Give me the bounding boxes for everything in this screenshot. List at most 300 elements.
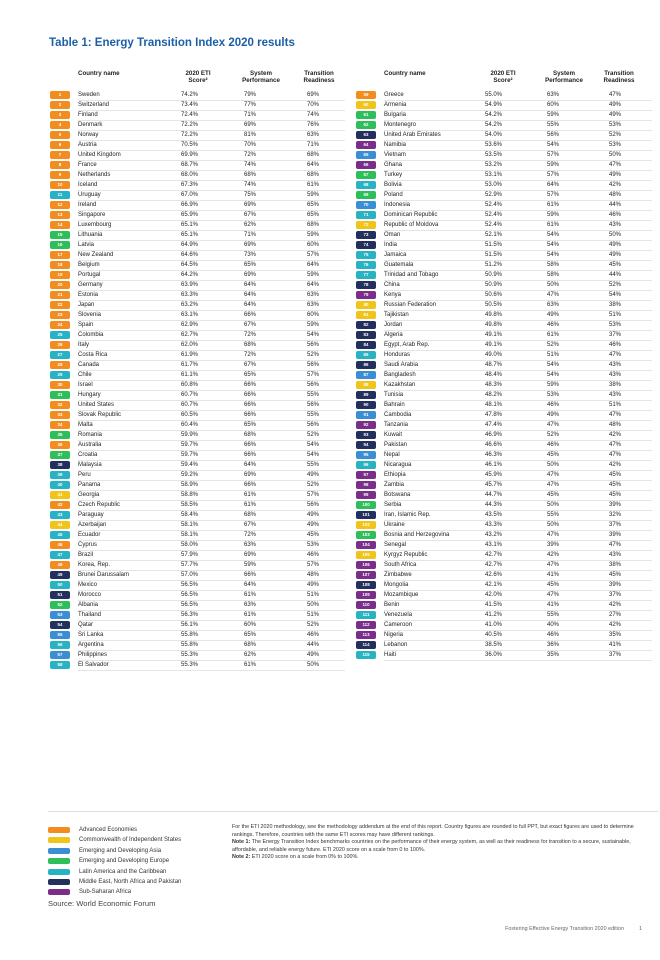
table-row — [50, 530, 345, 540]
country-name: Trinidad and Tobago — [384, 272, 439, 278]
rank-badge: 18 — [50, 261, 70, 269]
rank-badge: 61 — [356, 111, 376, 119]
rank-badge: 13 — [50, 211, 70, 219]
country-name: United States — [78, 402, 115, 408]
table-row — [50, 240, 345, 250]
rank-badge: 3 — [50, 111, 70, 119]
transition-readiness: 50% — [609, 152, 622, 158]
transition-readiness: 65% — [307, 202, 320, 208]
table-row — [356, 380, 652, 390]
rank-badge: 56 — [50, 641, 70, 649]
rank-badge: 96 — [356, 461, 376, 469]
table-row — [50, 410, 345, 420]
eti-score: 58.4% — [181, 512, 199, 518]
eti-score: 61.1% — [181, 372, 199, 378]
rank-badge: 36 — [50, 441, 70, 449]
rank-badge: 14 — [50, 221, 70, 229]
legend-label: Emerging and Developing Asia — [79, 847, 162, 854]
system-performance: 61% — [244, 662, 257, 668]
eti-score: 54.2% — [485, 112, 503, 118]
eti-score: 44.3% — [485, 502, 503, 508]
transition-readiness: 46% — [609, 212, 622, 218]
rank-badge: 48 — [50, 561, 70, 569]
eti-score: 58.1% — [181, 522, 199, 528]
country-name: Botswana — [384, 492, 411, 498]
system-performance: 62% — [244, 652, 257, 658]
system-performance: 57% — [547, 152, 560, 158]
country-name: Republic of Moldova — [384, 222, 439, 228]
transition-readiness: 43% — [609, 392, 622, 398]
rank-badge: 108 — [356, 581, 376, 589]
transition-readiness: 53% — [307, 542, 320, 548]
country-name: Kazakhstan — [384, 382, 416, 388]
note-2 — [232, 854, 652, 862]
table-row — [50, 300, 345, 310]
transition-readiness: 57% — [307, 492, 320, 498]
notes-intro: For the ETI 2020 methodology, see the methodology addendum at the end of this report. Country figures are rounded to full PPT, but exact figures are used to determine rankings. Therefore, countries with the same ETI scores may have different rankings. — [232, 824, 634, 838]
eti-score: 42.6% — [485, 572, 503, 578]
transition-readiness: 43% — [609, 222, 622, 228]
rank-badge: 25 — [50, 331, 70, 339]
eti-score: 61.7% — [181, 362, 199, 368]
country-name: Philippines — [78, 652, 108, 658]
system-performance: 52% — [547, 342, 560, 348]
country-name: Vietnam — [384, 152, 406, 158]
country-name: Ethiopia — [384, 472, 406, 478]
rank-badge: 105 — [356, 551, 376, 559]
transition-readiness: 51% — [609, 402, 622, 408]
eti-score: 55.8% — [181, 632, 199, 638]
country-name: Luxembourg — [78, 222, 112, 228]
table-row — [356, 550, 652, 560]
rank-badge: 55 — [50, 631, 70, 639]
eti-score: 41.0% — [485, 622, 503, 628]
table-row — [356, 170, 652, 180]
header-system-left: System Performance — [242, 70, 280, 84]
rank-badge: 102 — [356, 521, 376, 529]
table-row — [356, 270, 652, 280]
transition-readiness: 46% — [609, 342, 622, 348]
transition-readiness: 43% — [609, 552, 622, 558]
country-name: Kuwait — [384, 432, 403, 438]
system-performance: 53% — [547, 392, 560, 398]
eti-score: 43.2% — [485, 532, 503, 538]
system-performance: 55% — [547, 512, 560, 518]
table-row — [356, 370, 652, 380]
table-row — [356, 570, 652, 580]
transition-readiness: 45% — [609, 262, 622, 268]
system-performance: 54% — [547, 362, 560, 368]
transition-readiness: 47% — [609, 452, 622, 458]
note-1 — [232, 839, 652, 854]
eti-score: 48.4% — [485, 372, 503, 378]
table-row — [356, 410, 652, 420]
rank-badge: 78 — [356, 281, 376, 289]
transition-readiness: 50% — [609, 232, 622, 238]
transition-readiness: 52% — [307, 622, 320, 628]
country-name: Namibia — [384, 142, 407, 148]
rank-badge: 114 — [356, 641, 376, 649]
rank-badge: 70 — [356, 201, 376, 209]
system-performance: 49% — [547, 312, 560, 318]
table-row — [50, 400, 345, 410]
table-row — [50, 90, 345, 100]
system-performance: 54% — [547, 232, 560, 238]
system-performance: 72% — [244, 532, 257, 538]
eti-score: 49.1% — [485, 332, 503, 338]
table-row — [50, 380, 345, 390]
legend-swatch — [48, 858, 70, 864]
country-name: Iceland — [78, 182, 98, 188]
country-name: Zambia — [384, 482, 405, 488]
system-performance: 47% — [547, 482, 560, 488]
eti-score: 48.2% — [485, 392, 503, 398]
rank-badge: 76 — [356, 261, 376, 269]
table-row — [356, 600, 652, 610]
system-performance: 67% — [244, 322, 257, 328]
header-country-left: Country name — [78, 70, 120, 77]
transition-readiness: 52% — [307, 482, 320, 488]
country-name: Venezuela — [384, 612, 413, 618]
header-country-right: Country name — [384, 70, 426, 77]
system-performance: 65% — [244, 372, 257, 378]
transition-readiness: 56% — [307, 382, 320, 388]
eti-score: 48.1% — [485, 402, 503, 408]
country-name: Paraguay — [78, 512, 104, 518]
table-row — [356, 400, 652, 410]
table-row — [50, 540, 345, 550]
transition-readiness: 56% — [307, 422, 320, 428]
legend-label: Middle East, North Africa and Pakistan — [79, 879, 182, 885]
eti-score: 63.1% — [181, 312, 199, 318]
system-performance: 54% — [547, 142, 560, 148]
transition-readiness: 68% — [307, 172, 320, 178]
rank-badge: 73 — [356, 231, 376, 239]
transition-readiness: 43% — [609, 372, 622, 378]
table-row — [356, 320, 652, 330]
rank-badge: 89 — [356, 391, 376, 399]
system-performance: 66% — [244, 442, 257, 448]
rank-badge: 33 — [50, 411, 70, 419]
transition-readiness: 51% — [609, 312, 622, 318]
transition-readiness: 45% — [609, 572, 622, 578]
transition-readiness: 41% — [609, 642, 622, 648]
rank-badge: 80 — [356, 301, 376, 309]
system-performance: 66% — [244, 402, 257, 408]
transition-readiness: 63% — [307, 132, 320, 138]
rank-badge: 23 — [50, 311, 70, 319]
country-name: Bahrain — [384, 402, 405, 408]
system-performance: 59% — [547, 112, 560, 118]
transition-readiness: 64% — [307, 162, 320, 168]
system-performance: 64% — [244, 582, 257, 588]
system-performance: 61% — [244, 502, 257, 508]
system-performance: 59% — [547, 382, 560, 388]
eti-score: 42.0% — [485, 592, 503, 598]
rank-badge: 57 — [50, 651, 70, 659]
eti-score: 43.5% — [485, 512, 503, 518]
eti-score: 52.9% — [485, 192, 503, 198]
country-name: Switzerland — [78, 102, 110, 108]
system-performance: 69% — [244, 472, 257, 478]
rank-badge: 109 — [356, 591, 376, 599]
system-performance: 72% — [244, 152, 257, 158]
eti-score: 64.9% — [181, 242, 199, 248]
transition-readiness: 48% — [609, 192, 622, 198]
rank-badge: 68 — [356, 181, 376, 189]
rank-badge: 4 — [50, 121, 70, 129]
eti-score: 46.6% — [485, 442, 503, 448]
transition-readiness: 63% — [307, 292, 320, 298]
eti-score: 56.1% — [181, 622, 199, 628]
table-row — [356, 190, 652, 200]
system-performance: 63% — [547, 92, 560, 98]
eti-score: 50.9% — [485, 282, 503, 288]
table-row — [50, 170, 345, 180]
country-name: Denmark — [78, 122, 103, 128]
rank-badge: 113 — [356, 631, 376, 639]
eti-score: 72.2% — [181, 132, 199, 138]
system-performance: 61% — [547, 332, 560, 338]
country-name: Saudi Arabia — [384, 362, 419, 368]
country-name: Qatar — [78, 622, 94, 628]
rank-badge: 31 — [50, 391, 70, 399]
transition-readiness: 42% — [609, 182, 622, 188]
country-name: Cameroon — [384, 622, 413, 628]
rank-badge: 84 — [356, 341, 376, 349]
eti-score: 49.8% — [485, 322, 503, 328]
country-name: Austria — [78, 142, 97, 148]
table-row — [356, 90, 652, 100]
system-performance: 65% — [244, 262, 257, 268]
eti-score: 45.7% — [485, 482, 503, 488]
table-row — [50, 220, 345, 230]
rank-badge: 30 — [50, 381, 70, 389]
country-name: Georgia — [78, 492, 100, 498]
table-row — [356, 470, 652, 480]
eti-score: 59.7% — [181, 442, 199, 448]
table-row — [50, 570, 345, 580]
country-name: Oman — [384, 232, 401, 238]
rank-badge: 37 — [50, 451, 70, 459]
country-name: Czech Republic — [78, 502, 121, 508]
system-performance: 71% — [244, 232, 257, 238]
table-row — [50, 420, 345, 430]
system-performance: 73% — [244, 252, 257, 258]
eti-score: 60.4% — [181, 422, 199, 428]
country-name: Slovenia — [78, 312, 102, 318]
table-row — [50, 640, 345, 650]
country-name: Ecuador — [78, 532, 101, 538]
table-row — [356, 440, 652, 450]
system-performance: 68% — [244, 642, 257, 648]
table-row — [356, 330, 652, 340]
rank-badge: 60 — [356, 101, 376, 109]
transition-readiness: 60% — [307, 242, 320, 248]
table-row — [356, 590, 652, 600]
table-row — [356, 430, 652, 440]
transition-readiness: 49% — [307, 652, 320, 658]
table-row — [50, 320, 345, 330]
table-row — [356, 520, 652, 530]
country-name: Finland — [78, 112, 98, 118]
table-row — [356, 490, 652, 500]
system-performance: 64% — [244, 282, 257, 288]
table-row — [50, 270, 345, 280]
table-row — [50, 360, 345, 370]
table-row — [50, 260, 345, 270]
table-row — [50, 620, 345, 630]
transition-readiness: 39% — [609, 582, 622, 588]
transition-readiness: 47% — [609, 352, 622, 358]
rank-badge: 7 — [50, 151, 70, 159]
table-row — [50, 200, 345, 210]
eti-score: 43.3% — [485, 522, 503, 528]
rank-badge: 11 — [50, 191, 70, 199]
footer-title: Fostering Effective Energy Transition 2020 edition — [505, 926, 624, 932]
transition-readiness: 61% — [307, 182, 320, 188]
table-row — [356, 140, 652, 150]
eti-score: 50.9% — [485, 272, 503, 278]
table-row — [356, 280, 652, 290]
system-performance: 57% — [547, 192, 560, 198]
transition-readiness: 37% — [609, 592, 622, 598]
eti-score: 53.2% — [485, 162, 503, 168]
rank-badge: 6 — [50, 141, 70, 149]
note-1-text: The Energy Transition Index benchmarks countries on the performance of their energy system, as well as their readiness for transition to a secure, sustainable, affordable, and reliable energy future. ETI 2020 score on a scale from 0 to 100%. — [232, 839, 631, 853]
eti-score: 65.9% — [181, 212, 199, 218]
system-performance: 40% — [547, 622, 560, 628]
country-name: Serbia — [384, 502, 402, 508]
transition-readiness: 49% — [609, 172, 622, 178]
country-name: Haiti — [384, 652, 397, 658]
transition-readiness: 37% — [609, 652, 622, 658]
notes-block — [232, 824, 652, 862]
rank-badge: 54 — [50, 621, 70, 629]
eti-score: 73.4% — [181, 102, 199, 108]
country-name: Ukraine — [384, 522, 405, 528]
table-row — [356, 560, 652, 570]
system-performance: 42% — [547, 552, 560, 558]
table-row — [50, 480, 345, 490]
country-name: Mexico — [78, 582, 98, 588]
eti-score: 42.1% — [485, 582, 503, 588]
system-performance: 47% — [547, 422, 560, 428]
rank-badge: 82 — [356, 321, 376, 329]
system-performance: 50% — [547, 522, 560, 528]
country-name: Italy — [78, 342, 90, 348]
rank-badge: 98 — [356, 481, 376, 489]
country-name: Jamaica — [384, 252, 407, 258]
country-name: Bolivia — [384, 182, 402, 188]
transition-readiness: 69% — [307, 92, 320, 98]
country-name: Zimbabwe — [384, 572, 412, 578]
legend-swatch — [48, 889, 70, 895]
system-performance: 61% — [547, 202, 560, 208]
rank-badge: 111 — [356, 611, 376, 619]
eti-score: 51.2% — [485, 262, 503, 268]
system-performance: 66% — [244, 482, 257, 488]
rank-badge: 95 — [356, 451, 376, 459]
eti-score: 59.7% — [181, 452, 199, 458]
system-performance: 81% — [244, 132, 257, 138]
table-row — [50, 430, 345, 440]
country-name: Guatemala — [384, 262, 414, 268]
transition-readiness: 70% — [307, 102, 320, 108]
table-row — [356, 450, 652, 460]
system-performance: 46% — [547, 402, 560, 408]
system-performance: 35% — [547, 652, 560, 658]
system-performance: 66% — [244, 382, 257, 388]
rank-badge: 45 — [50, 531, 70, 539]
country-name: Brunei Darussalam — [78, 572, 130, 578]
rank-badge: 1 — [50, 91, 70, 99]
table-row — [356, 130, 652, 140]
table-row — [50, 600, 345, 610]
transition-readiness: 44% — [609, 202, 622, 208]
table-row — [50, 490, 345, 500]
system-performance: 71% — [244, 112, 257, 118]
table-row — [356, 500, 652, 510]
country-name: Sweden — [78, 92, 100, 98]
legend-label: Advanced Economies — [79, 827, 138, 833]
transition-readiness: 53% — [609, 142, 622, 148]
system-performance: 59% — [547, 162, 560, 168]
table-row — [356, 250, 652, 260]
rank-badge: 79 — [356, 291, 376, 299]
country-name: Honduras — [384, 352, 411, 358]
table-row — [50, 590, 345, 600]
eti-score: 40.5% — [485, 632, 503, 638]
country-name: Kenya — [384, 292, 402, 298]
transition-readiness: 63% — [307, 302, 320, 308]
eti-score: 59.4% — [181, 462, 199, 468]
table-row — [50, 650, 345, 660]
legend-swatch — [48, 837, 70, 843]
rank-badge: 35 — [50, 431, 70, 439]
rank-badge: 8 — [50, 161, 70, 169]
rank-badge: 93 — [356, 431, 376, 439]
country-name: Indonesia — [384, 202, 411, 208]
transition-readiness: 52% — [307, 432, 320, 438]
country-name: Mozambique — [384, 592, 419, 598]
eti-score: 55.3% — [181, 652, 199, 658]
rank-badge: 99 — [356, 491, 376, 499]
rank-badge: 38 — [50, 461, 70, 469]
country-name: Poland — [384, 192, 403, 198]
table-row — [356, 100, 652, 110]
transition-readiness: 46% — [307, 552, 320, 558]
transition-readiness: 68% — [307, 152, 320, 158]
rank-badge: 28 — [50, 361, 70, 369]
legend-swatch — [48, 879, 70, 885]
system-performance: 63% — [547, 302, 560, 308]
rank-badge: 90 — [356, 401, 376, 409]
country-name: Kyrgyz Republic — [384, 552, 428, 558]
country-name: China — [384, 282, 400, 288]
rank-badge: 87 — [356, 371, 376, 379]
country-name: Estonia — [78, 292, 99, 298]
table-row — [50, 140, 345, 150]
table-row — [356, 580, 652, 590]
rank-badge: 17 — [50, 251, 70, 259]
system-performance: 54% — [547, 372, 560, 378]
eti-score: 44.7% — [485, 492, 503, 498]
note-1-label: Note 1: — [232, 839, 251, 846]
transition-readiness: 50% — [307, 662, 320, 668]
eti-score: 52.4% — [485, 222, 503, 228]
transition-readiness: 71% — [307, 142, 320, 148]
